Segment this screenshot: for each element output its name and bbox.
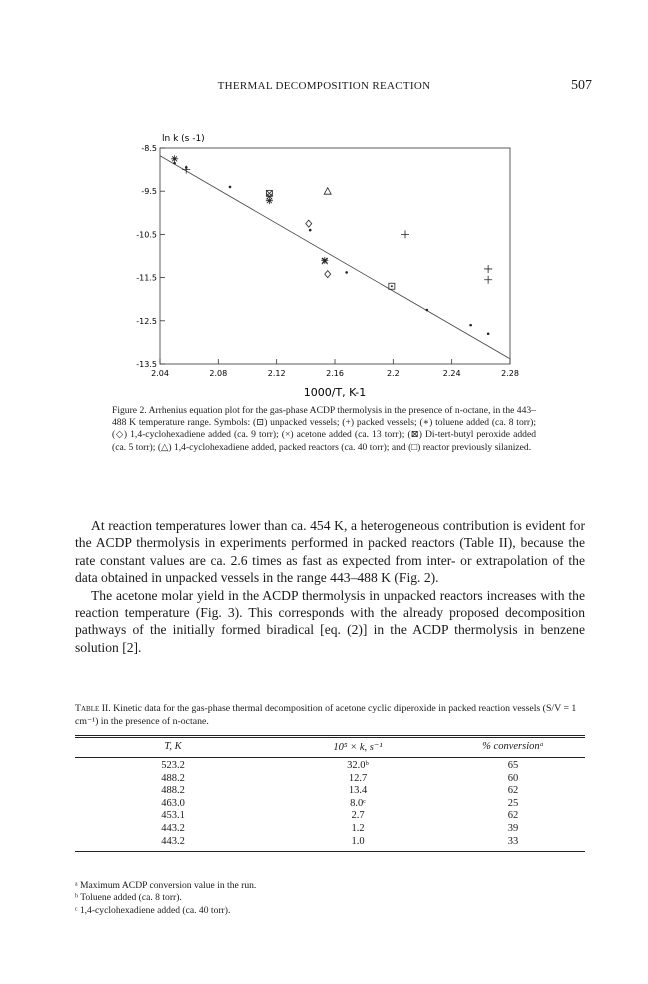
table-row [75, 798, 585, 811]
running-head: THERMAL DECOMPOSITION REACTION [217, 80, 431, 92]
point-dot [229, 186, 232, 189]
y-tick-label: -13.5 [136, 360, 157, 369]
body-text [75, 517, 585, 656]
table-row [75, 810, 585, 823]
cell-conversion: 62 [507, 810, 519, 822]
cell-temperature: 443.2 [161, 822, 185, 834]
point-boxed-cross-x [266, 190, 272, 196]
cell-rate-constant: 12.7 [348, 772, 368, 784]
header-conversion: % conversionᵃ [482, 741, 544, 752]
cell-temperature: 443.2 [161, 835, 185, 847]
kinetic-data-table [75, 735, 585, 852]
x-tick-label: 2.24 [442, 369, 461, 378]
figure-caption: Figure 2. Arrhenius equation plot for the gas-phase ACDP thermolysis in the presence of n-octane, in the 443–488 K temperature range. Symbols: (⊡) unpacked vessels; (+) packed vessels; (∗) toluene added (ca. 8 torr); (◇) 1,4-cyclohexadiene added (ca. 9 torr); (×) acetone added (ca. 13 torr); (⊠) Di-tert-butyl peroxide added (ca. 5 torr); (△) 1,4-cyclohexadiene added, packed reactors (ca. 40 torr); and (□) reactor previously silanized. [112, 405, 536, 453]
point-asterisk [171, 155, 178, 162]
x-tick-label: 2.04 [151, 369, 169, 378]
fit-line [160, 156, 510, 359]
x-tick-label: 2.12 [267, 369, 286, 378]
cell-conversion: 65 [507, 760, 519, 771]
cell-temperature: 453.1 [161, 810, 185, 822]
header-rate-constant: 10⁵ × k, s⁻¹ [333, 742, 383, 753]
data-point-silanized [389, 283, 395, 289]
data-point-cyclohexadiene [325, 271, 331, 278]
x-tick-label: 2.08 [209, 369, 228, 378]
cell-conversion: 33 [507, 835, 519, 847]
axes [136, 144, 519, 378]
fit-line-group [160, 156, 510, 359]
page-header [0, 80, 648, 96]
table-header-row [75, 738, 585, 757]
table-caption-text: Kinetic data for the gas-phase thermal decomposition of acetone cyclic diperoxide in packed reaction vessels (S/V = 1 cm⁻¹) in the presence of n-octane. [75, 703, 577, 727]
data-point-unpacked [469, 324, 472, 327]
data-point-packed [484, 276, 492, 284]
table-footnotes [75, 880, 585, 917]
data-points [171, 155, 492, 335]
point-diamond [306, 220, 312, 227]
point-dot [487, 332, 490, 335]
cell-conversion: 39 [507, 822, 519, 834]
point-diamond [325, 271, 331, 278]
data-point-cyclohexadiene-packed [324, 188, 331, 195]
point-plus [484, 265, 492, 273]
table-caption [75, 702, 585, 728]
paragraph: At reaction temperatures lower than ca. 454 K, a heterogeneous contribution is evident for the ACDP thermolysis in experiments performed in packed reactors (Table II), because the rate constant values are ca. 2.6 times as fast as expected from inter- or extrapolation of the data obtained in unpacked vessels in the range 443–488 K (Fig. 2). [75, 518, 585, 586]
arrhenius-plot [100, 120, 540, 420]
cell-temperature: 488.2 [161, 785, 185, 797]
cell-conversion: 62 [507, 785, 519, 797]
table-row [75, 773, 585, 786]
point-asterisk [266, 197, 273, 204]
cell-conversion: 25 [507, 797, 519, 809]
paragraph: The acetone molar yield in the ACDP thermolysis in unpacked reactors increases with the reaction temperature (Fig. 3). This corresponds with the already proposed decomposition pathways of the initially formed biradical [eq. (2)] in the ACDP thermolysis in benzene solution [2]. [75, 587, 585, 655]
data-point-toluene [171, 155, 178, 162]
cell-rate-constant: 1.2 [351, 822, 365, 834]
cell-rate-constant: 1.0 [351, 835, 365, 847]
cell-rate-constant: 8.0ᶜ [350, 797, 366, 809]
point-dot [426, 309, 429, 312]
cell-rate-constant: 32.0ᵇ [347, 760, 369, 771]
x-tick-label: 2.16 [326, 369, 344, 378]
data-point-unpacked [229, 186, 232, 189]
x-tick-label: 2.2 [386, 369, 400, 378]
header-temperature: T, K [164, 741, 182, 752]
footnote-a: ᵃ Maximum ACDP conversion value in the run. [75, 880, 257, 891]
x-axis-label: 1000/T, K-1 [303, 386, 367, 399]
point-dot [309, 229, 312, 232]
data-point-packed [401, 230, 409, 238]
cell-rate-constant: 13.4 [348, 785, 368, 797]
table-bottom-rule [75, 851, 585, 852]
table-label: Table II. [75, 703, 111, 714]
data-point-ditbutyl [266, 190, 272, 196]
footnote-b: ᵇ Toluene added (ca. 8 torr). [75, 892, 182, 904]
y-tick-label: -11.5 [136, 273, 157, 283]
table-row [75, 836, 585, 849]
point-plus [401, 230, 409, 238]
table-body [75, 758, 585, 851]
table-row [75, 823, 585, 836]
point-dot [469, 324, 472, 327]
data-point-unpacked [309, 229, 312, 232]
footnote-c: ᶜ 1,4-cyclohexadiene added (ca. 40 torr). [75, 904, 231, 916]
page-number: 507 [571, 78, 592, 93]
cell-rate-constant: 2.7 [351, 810, 365, 822]
cell-conversion: 60 [507, 772, 519, 784]
y-tick-label: -9.5 [141, 187, 157, 197]
point-asterisk [321, 257, 328, 264]
plot-frame [160, 148, 510, 364]
data-point-unpacked [487, 332, 490, 335]
cell-temperature: 463.0 [161, 797, 185, 809]
cell-temperature: 523.2 [161, 760, 185, 771]
data-point-cyclohexadiene [306, 220, 312, 227]
point-plus [484, 276, 492, 284]
y-tick-label: -8.5 [141, 144, 157, 153]
point-dot [345, 271, 348, 274]
table-row [75, 760, 585, 773]
data-point-unpacked [426, 309, 429, 312]
data-point-toluene [266, 197, 273, 204]
point-boxed-dot-dot [391, 285, 393, 287]
x-tick-label: 2.28 [501, 369, 519, 378]
table-row [75, 785, 585, 798]
y-tick-label: -12.5 [136, 316, 157, 326]
data-point-toluene [321, 257, 328, 264]
y-axis-label: ln k (s -1) [162, 134, 205, 144]
data-point-packed [484, 265, 492, 273]
point-triangle [324, 188, 331, 195]
cell-temperature: 488.2 [161, 772, 185, 784]
y-tick-label: -10.5 [136, 230, 157, 240]
data-point-unpacked [345, 271, 348, 274]
